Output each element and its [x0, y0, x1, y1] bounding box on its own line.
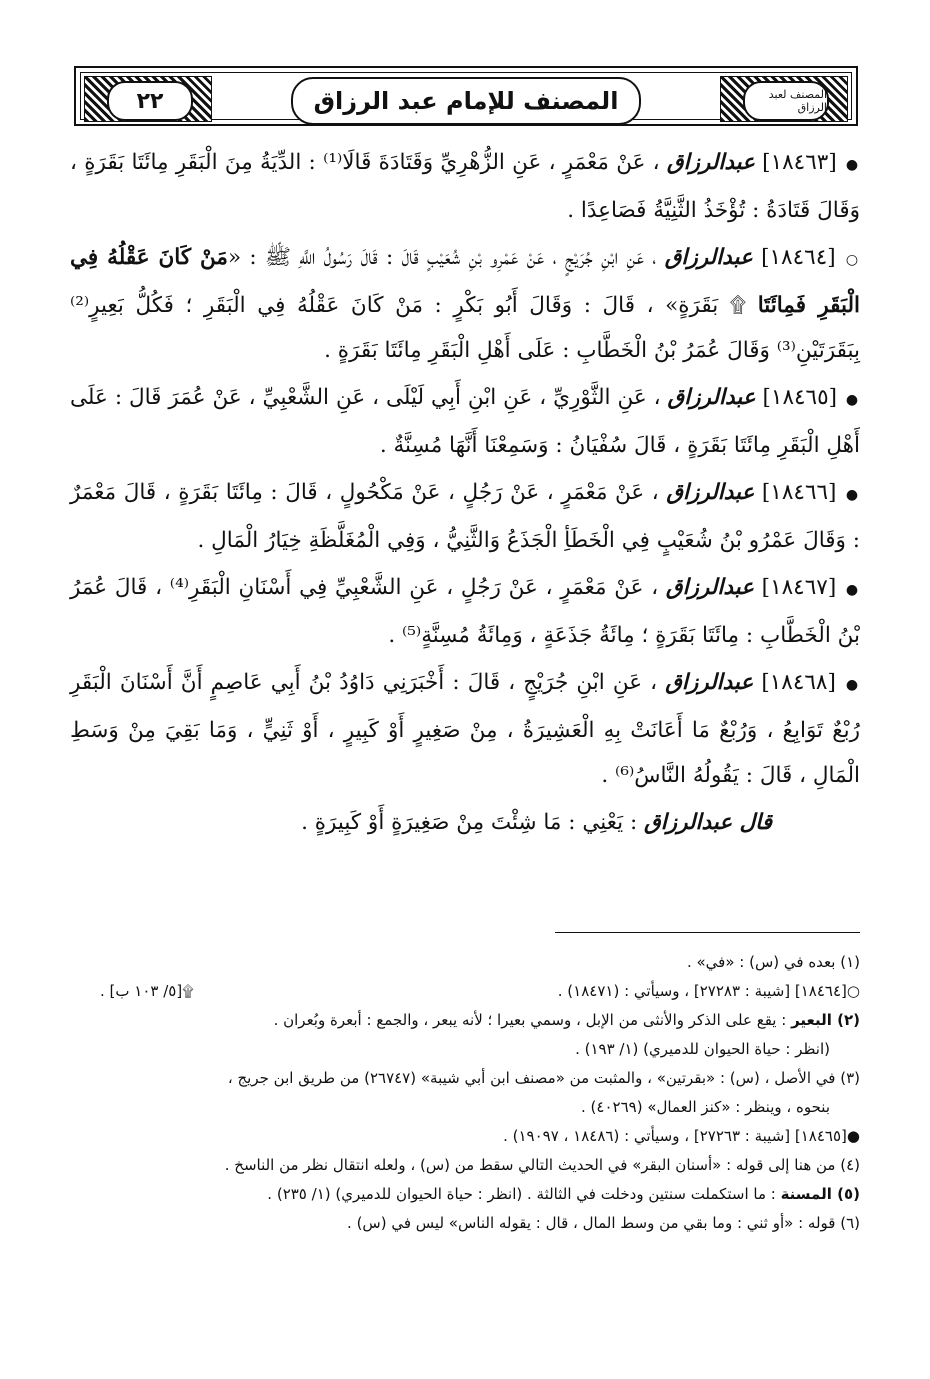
footnote — [100, 1064, 860, 1122]
closing-author: قال عبدالرزاق — [644, 810, 772, 835]
footnote: (٤) من هنا إلى قوله : «أسنان البقر» في الحديث التالي سقط من (س) ، ولعله انتقال نظر من الناسخ . — [224, 1156, 860, 1174]
footnotes — [100, 948, 860, 1238]
entry-number: [١٨٤٦٦] — [754, 480, 837, 505]
hadith-entry — [70, 470, 860, 563]
hadith-entry — [70, 140, 860, 233]
footnote-text: : يقع على الذكر والأنثى من الإبل ، وسمي بعيرا ؛ لأنه يبعر ، والجمع : أبعرة وبُعران . — [273, 1011, 792, 1029]
footnote-text: (٣) في الأصل ، (س) : «بقرتين» ، والمثبت من «مصنف ابن أبي شيبة» (٢٦٧٤٧) من طريق ابن جريج ، — [227, 1069, 860, 1087]
entry-number: [١٨٤٦٣] — [754, 150, 837, 175]
footnote-term: (٥) المسنة — [780, 1185, 860, 1203]
entry-text: ، عَنِ الثَّوْرِيِّ ، عَنِ ابْنِ أَبِي لَيْلَى ، عَنِ الشَّعْبِيِّ ، عَنْ عُمَرَ قَالَ : عَلَى أَهْلِ الْبَقَرِ مِائَتَا بَقَرَةٍ ، قَالَ سُفْيَانُ : وَسَمِعْنَا أَنَّهَا مُسِنَّةٌ . — [70, 385, 860, 458]
entry-number: [١٨٤٦٨] — [753, 670, 836, 695]
entry-number: [١٨٤٦٤] — [752, 245, 836, 270]
manuscript-folio-ref: ۩[٥/ ١٠٣ ب] . — [100, 982, 194, 1000]
entry-marker: ● — [845, 582, 859, 598]
header-frame — [80, 72, 852, 120]
hadith-entry — [70, 375, 860, 468]
running-title: المصنف للإمام عبد الرزاق — [291, 77, 641, 125]
footnote: (٦) قوله : «أو ثني : وما بقي من وسط المال ، قال : يقوله الناس» ليس في (س) . — [347, 1214, 860, 1232]
entry-marker: ● — [845, 487, 859, 503]
author-name: عبدالرزاق — [666, 480, 755, 505]
author-name: عبدالرزاق — [666, 150, 755, 175]
footnote — [100, 1180, 860, 1209]
page-header — [74, 66, 858, 126]
entry-text: ، عَنْ مَعْمَرٍ ، عَنِ الزُّهْرِيِّ وَقَتَادَةَ قَالَا⁽¹⁾ : الدِّيَةُ مِنَ الْبَقَرِ مِائَتَا بَقَرَةٍ ، وَقَالَ قَتَادَةُ : تُؤْخَذُ الثَّنِيَّةُ فَصَاعِدًا . — [70, 150, 860, 223]
entry-text: ، عَنْ مَعْمَرٍ ، عَنْ رَجُلٍ ، عَنِ الشَّعْبِيِّ فِي أَسْنَانِ الْبَقَرِ⁽⁴⁾ ، قَالَ عُمَرُ بْنُ الْخَطَّابِ : مِائَتَا بَقَرَةٍ ؛ مِائَةُ جَذَعَةٍ ، وَمِائَةُ مُسِنَّةٍ⁽⁵⁾ . — [70, 575, 860, 648]
footnote-continuation: بنحوه ، وينظر : «كنز العمال» (٤٠٢٦٩) . — [581, 1098, 830, 1116]
entry-number: [١٨٤٦٥] — [755, 385, 838, 410]
footnote-divider — [555, 932, 860, 933]
main-text — [70, 140, 860, 845]
entry-text: ، عَنِ ابْنِ جُرَيْجٍ ، قَالَ : أَخْبَرَنِي دَاوُدُ بْنُ أَبِي عَاصِمٍ أَنَّ أَسْنَانَ الْبَقَرِ رُبْعٌ تَوَابِعُ ، وَرُبْعٌ مَا أَعَانَتْ بِهِ الْعَشِيرَةُ ، مِنْ صَغِيرٍ أَوْ كَبِيرٍ ، أَوْ ثَنِيٍّ ، وَمَا بَقِيَ مِنْ وَسَطِ الْمَالِ ، قَالَ : يَقُولُهُ النَّاسُ⁽⁶⁾ . — [70, 670, 860, 788]
entry-marker: ● — [845, 677, 859, 693]
closing-note — [70, 800, 860, 845]
entry-marker: ○ — [845, 252, 859, 268]
footnote — [100, 1006, 860, 1064]
hadith-entry — [70, 660, 860, 798]
closing-text: : يَعْنِي : مَا شِئْتَ مِنْ صَغِيرَةٍ أَوْ كَبِيرَةٍ . — [301, 810, 645, 835]
entry-text: ، عَنْ مَعْمَرٍ ، عَنْ رَجُلٍ ، عَنْ مَكْحُولٍ ، قَالَ : مِائَتَا بَقَرَةٍ ، قَالَ مَعْمَرٌ : وَقَالَ عَمْرُو بْنُ شُعَيْبٍ فِي الْخَطَأِ الْجَذَعُ وَالثَّنِيُّ ، وَفِي الْمُغَلَّظَةِ خِيَارُ الْمَالِ . — [70, 480, 860, 553]
entry-text: ، عَنِ ابْنِ جُرَيْجٍ ، عَنْ عَمْرِو بْنِ شُعَيْبٍ قَالَ : قَالَ رَسُولُ اللَّهِ ﷺ : « — [227, 245, 665, 270]
author-name: عبدالرزاق — [665, 575, 754, 600]
prophetic-quote: مَنْ كَانَ عَقْلُهُ فِي الْبَقَرِ فَمِائَتَا — [70, 245, 860, 318]
author-name: عبدالرزاق — [664, 245, 753, 270]
entry-marker: ● — [845, 392, 859, 408]
hadith-entry — [70, 565, 860, 658]
page-number: ٢٢ — [107, 81, 193, 121]
author-name: عبدالرزاق — [665, 670, 754, 695]
entry-number: [١٨٤٦٧] — [753, 575, 837, 600]
footnote-reference-row — [100, 977, 860, 1006]
entry-text-continued: ۩ بَقَرَةٍ» ، قَالَ : وَقَالَ أَبُو بَكْرٍ : مَنْ كَانَ عَقْلُهُ فِي الْبَقَرِ ؛ فَكُلُّ بَعِيرٍ⁽²⁾ بِبَقَرَتَيْنِ⁽³⁾ وَقَالَ عُمَرُ بْنُ الْخَطَّابِ : عَلَى أَهْلِ الْبَقَرِ مِائَتَا بَقَرَةٍ . — [70, 293, 860, 363]
footnote: (١) بعده في (س) : «في» . — [686, 953, 860, 971]
title-badge: المصنف لعبد الرزاق — [743, 81, 829, 121]
footnote-ref: ○[١٨٤٦٤] [شيبة : ٢٧٢٨٣] ، وسيأتي : (١٨٤٧١) . — [557, 982, 860, 1000]
footnote-text: : ما استكملت سنتين ودخلت في الثالثة . (انظر : حياة الحيوان للدميري) (١/ ٢٣٥) . — [267, 1185, 781, 1203]
footnote-ref: ●[١٨٤٦٥] [شيبة : ٢٧٢٦٣] ، وسيأتي : (١٨٤٨٦ ، ١٩٠٩٧) . — [503, 1127, 860, 1145]
hadith-entry — [70, 235, 860, 373]
entry-marker: ● — [845, 157, 859, 173]
ornament-left — [84, 76, 212, 122]
footnote-continuation: (انظر : حياة الحيوان للدميري) (١/ ١٩٣) . — [575, 1040, 830, 1058]
footnote-term: (٢) البعير — [791, 1011, 860, 1029]
author-name: عبدالرزاق — [667, 385, 756, 410]
ornament-right — [720, 76, 848, 122]
